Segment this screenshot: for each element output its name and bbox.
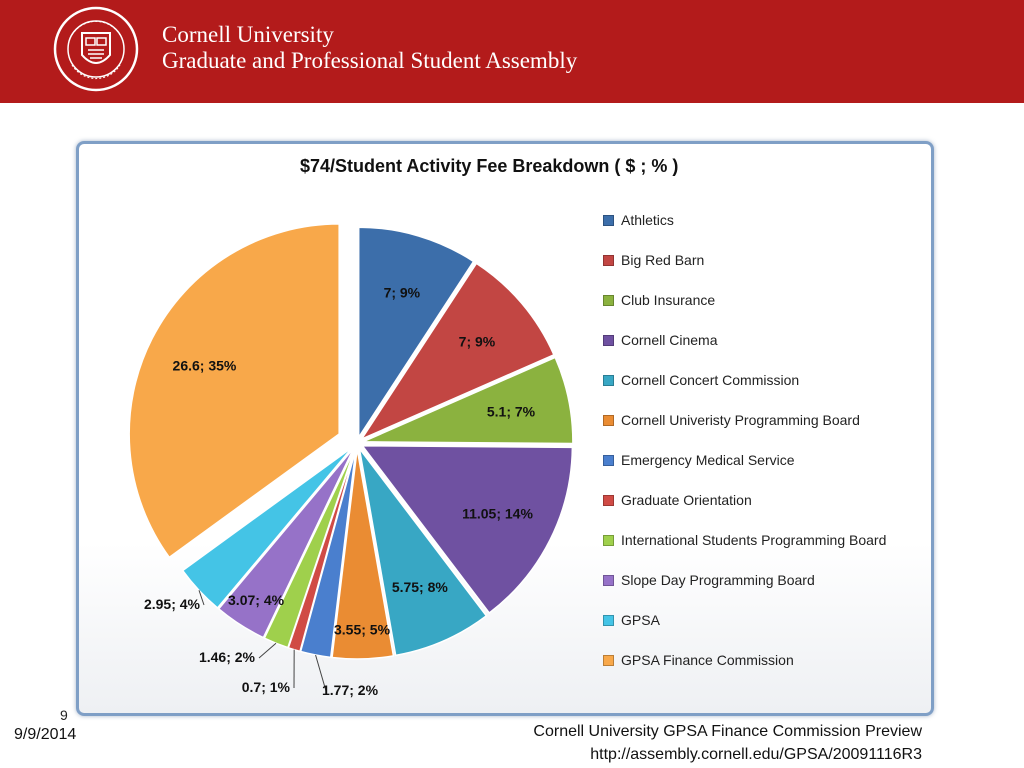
legend-item-cornell-concert-commission (603, 370, 799, 390)
legend-label: Cornell Concert Commission (621, 372, 800, 388)
legend-label: GPSA Finance Commission (621, 652, 794, 668)
legend-label: Club Insurance (621, 292, 716, 308)
data-label-big-red-barn: 7; 9% (458, 333, 496, 350)
legend-label: Big Red Barn (621, 252, 705, 268)
org-name: Cornell University (162, 22, 334, 47)
legend-swatch (603, 535, 614, 546)
legend-swatch (603, 215, 614, 226)
data-label-athletics: 7; 9% (383, 284, 421, 301)
legend-item-club-insurance (603, 290, 715, 310)
legend-swatch (603, 295, 614, 306)
data-label-cornell-cinema: 11.05; 14% (462, 505, 533, 522)
legend-swatch (603, 335, 614, 346)
legend-swatch (603, 655, 614, 666)
data-label-club-insurance: 5.1; 7% (486, 403, 536, 420)
footer-url: http://assembly.cornell.edu/GPSA/20091116R3 (590, 746, 922, 763)
legend-label: Cornell Univeristy Programming Board (621, 412, 860, 428)
legend-label: Cornell Cinema (621, 332, 718, 348)
legend-label: Emergency Medical Service (621, 452, 795, 468)
data-label-graduate-orientation: 0.7; 1% (241, 679, 290, 695)
data-label-gpsa: 2.95; 4% (143, 596, 200, 612)
legend-swatch (603, 255, 614, 266)
data-label-cornell-concert-commission: 5.75; 8% (391, 579, 448, 596)
data-label-international-students-programming-board: 1.46; 2% (198, 649, 255, 665)
legend-label: GPSA (621, 612, 660, 628)
legend-item-gpsa (603, 610, 660, 630)
data-label-emergency-medical-service: 1.77; 2% (322, 682, 379, 698)
legend-item-emergency-medical-service (603, 450, 795, 470)
data-label-cornell-univeristy-programming-board: 3.55; 5% (333, 621, 391, 638)
legend-label: Graduate Orientation (621, 492, 752, 508)
legend-label: Slope Day Programming Board (621, 572, 815, 588)
footer-title: Cornell University GPSA Finance Commission Preview (533, 723, 922, 740)
data-label-slope-day-programming-board: 3.07; 4% (228, 591, 285, 608)
legend-swatch (603, 415, 614, 426)
org-subtitle: Graduate and Professional Student Assembly (162, 48, 578, 73)
data-label-gpsa-finance-commission: 26.6; 35% (172, 357, 237, 374)
legend-swatch (603, 375, 614, 386)
legend-item-graduate-orientation (603, 490, 752, 510)
legend-item-athletics (603, 210, 674, 230)
legend-item-big-red-barn (603, 250, 704, 270)
legend-label: International Students Programming Board (621, 532, 887, 548)
legend-item-cornell-cinema (603, 330, 717, 350)
legend-item-slope-day-programming-board (603, 570, 815, 590)
legend-swatch (603, 575, 614, 586)
legend-label: Athletics (621, 212, 674, 228)
footer-date: 9/9/2014 (14, 726, 77, 743)
leader-line-international-students-programming-board (259, 643, 276, 658)
legend-swatch (603, 455, 614, 466)
chart-title: $74/Student Activity Fee Breakdown ( $ ; % ) (300, 156, 679, 176)
legend-item-gpsa-finance-commission (603, 650, 794, 670)
legend-item-international-students-programming-board (603, 530, 886, 550)
legend-swatch (603, 495, 614, 506)
legend-item-cornell-univeristy-programming-board (603, 410, 860, 430)
slide-number: 9 (60, 707, 68, 723)
legend-swatch (603, 615, 614, 626)
